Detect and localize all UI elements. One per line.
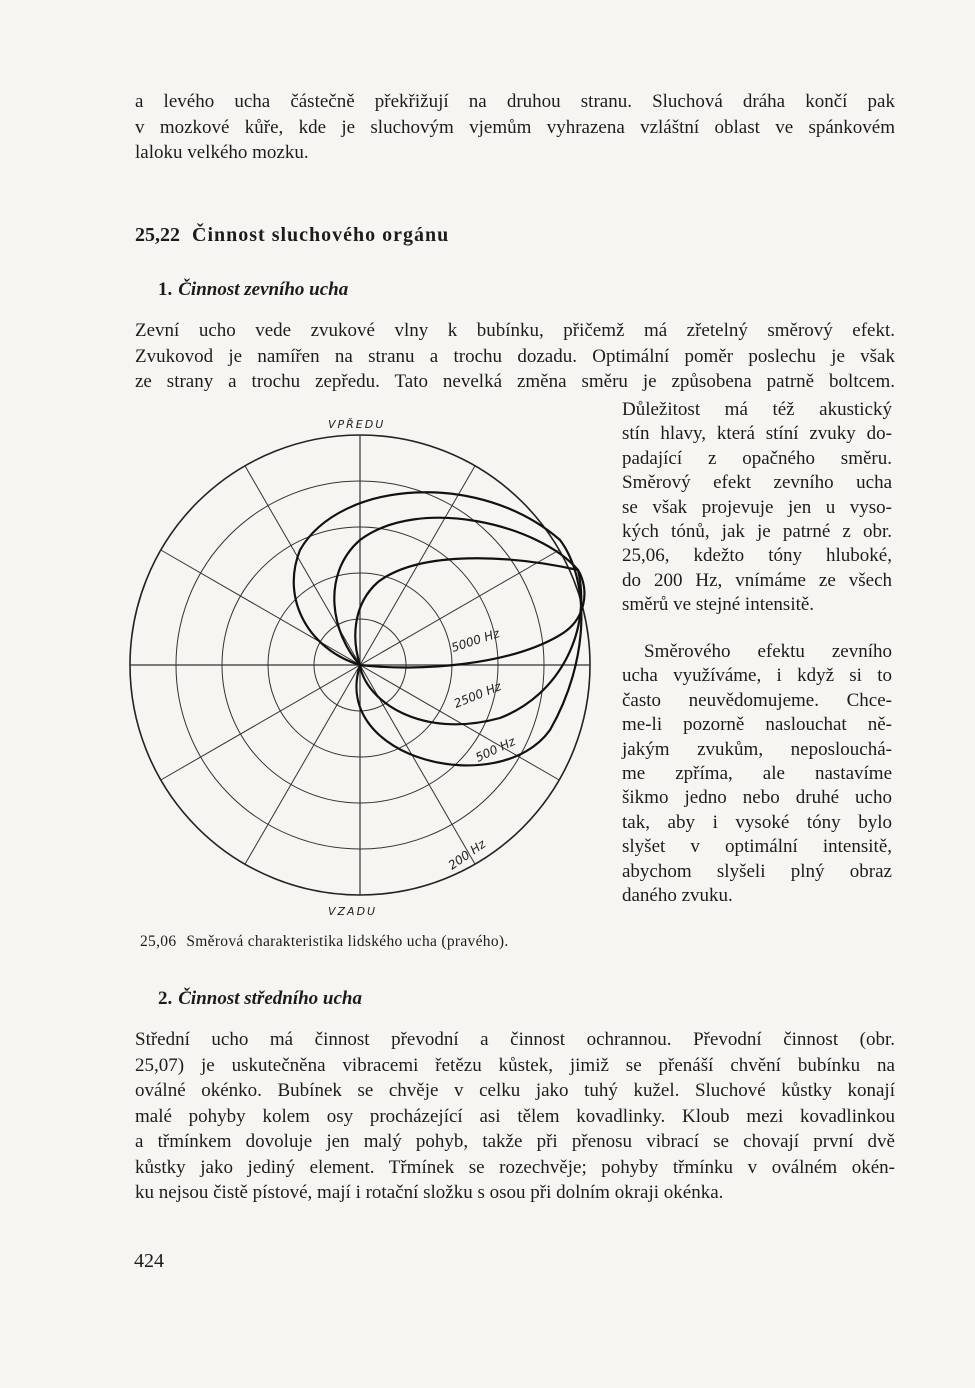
back-label: VZADU <box>328 905 378 918</box>
side-text-1 <box>622 398 892 618</box>
text-line: me-li pozorně naslouchat ně- <box>622 714 892 736</box>
curve-2500hz <box>334 518 581 725</box>
text-line: me zpříma, ale nastavíme <box>622 763 892 785</box>
text-line: a levého ucha částečně překřižují na druhou stranu. Sluchová dráha končí pak <box>135 91 895 112</box>
figure-caption <box>140 933 509 951</box>
text-line: se však projevuje jen u vyso- <box>622 496 892 518</box>
text-line: kých tónů, jak je patrné z obr. <box>622 521 892 543</box>
text-line: ucha využíváme, i když si to <box>622 665 892 687</box>
paragraph-1 <box>135 318 895 395</box>
text-line: jakým zvukům, neposlouchá- <box>622 738 892 760</box>
text-line: a třmínkem dovoluje jen malý pohyb, takže při přenosu vibrací se chovají první dvě <box>135 1131 895 1152</box>
text-line: Směrového efektu zevního <box>644 641 892 662</box>
subsection-number: 1. <box>158 279 173 300</box>
section-heading <box>135 224 449 247</box>
top-paragraph <box>135 89 895 166</box>
text-line: šikmo jedno nebo druhé ucho <box>622 787 892 809</box>
text-line: 25,07) je uskutečněna vibracemi řetězu kůstek, jimiž se přenáší chvění bubínku na <box>135 1054 895 1076</box>
text-line: malé pohyby kolem osy procházející asi tělem kovadlinky. Kloub mezi kovadlinkou <box>135 1105 895 1127</box>
text-line: ku nejsou čistě pístové, mají i rotační složku s osou při dolním okraji okénka. <box>135 1182 724 1203</box>
subsection-number: 2. <box>158 988 173 1009</box>
text-line: padající z opačného směru. <box>622 447 892 469</box>
text-line: Směrový efekt zevního ucha <box>622 472 892 494</box>
side-text-2 <box>622 640 892 908</box>
subsection-heading-2 <box>158 988 362 1010</box>
text-line: kůstky jako jediný element. Třmínek se rozechvěje; pohyby třmínku v oválném okén- <box>135 1156 895 1178</box>
text-line: v mozkové kůře, kde je sluchovým vjemům vyhrazena vzláštní oblast ve spánkovém <box>135 116 895 138</box>
text-line: daného zvuku. <box>622 885 733 907</box>
text-line: abychom slyšeli plný obraz <box>622 860 892 882</box>
subsection-heading-1 <box>158 279 348 301</box>
subsection-title: Činnost středního ucha <box>178 988 362 1009</box>
curve-label-5000hz: 5000 Hz <box>449 626 502 655</box>
text-line: Střední ucho má činnost převodní a činnost ochrannou. Převodní činnost (obr. <box>135 1029 895 1050</box>
text-line: laloku velkého mozku. <box>135 142 309 163</box>
section-number: 25,22 <box>135 224 180 246</box>
figure-caption-text: Směrová charakteristika lidského ucha (pravého). <box>186 933 509 950</box>
text-line: často neuvědomujeme. Chce- <box>622 689 892 711</box>
text-line: stín hlavy, která stíní zvuky do- <box>622 423 892 445</box>
section-title: Činnost sluchového orgánu <box>192 224 450 246</box>
subsection-title: Činnost zevního ucha <box>178 279 349 300</box>
curve-label-2500hz: 2500 Hz <box>451 679 504 711</box>
front-label: VPŘEDU <box>328 418 386 431</box>
curve-label-200hz: 200 Hz <box>445 836 489 873</box>
text-line: oválné okénko. Bubínek se chvěje v celku jako tuhý kužel. Sluchové kůstky konají <box>135 1080 895 1101</box>
text-line: směrů ve stejné intensitě. <box>622 594 815 616</box>
paragraph-2 <box>135 1027 895 1206</box>
page-number: 424 <box>134 1250 164 1272</box>
text-line: do 200 Hz, vnímáme ze všech <box>622 569 892 591</box>
polar-directivity-diagram <box>120 400 600 920</box>
text-line: tak, aby i vysoké tóny bylo <box>622 811 892 833</box>
figure-number: 25,06 <box>140 933 177 950</box>
text-line: ze strany a trochu zepředu. Tato nevelká změna směru je způsobena patrně boltcem. <box>135 371 895 392</box>
text-line: slyšet v optimální intensitě, <box>622 836 892 858</box>
text-line: Zevní ucho vede zvukové vlny k bubínku, přičemž má zřetelný směrový efekt. <box>135 320 895 341</box>
text-line: Zvukovod je namířen na stranu a trochu dozadu. Optimální poměr poslechu je však <box>135 345 895 367</box>
text-line: 25,06, kdežto tóny hluboké, <box>622 545 892 567</box>
text-line: Důležitost má též akustický <box>622 399 892 420</box>
curve-500hz <box>294 492 582 765</box>
curve-label-500hz: 500 Hz <box>473 734 518 765</box>
